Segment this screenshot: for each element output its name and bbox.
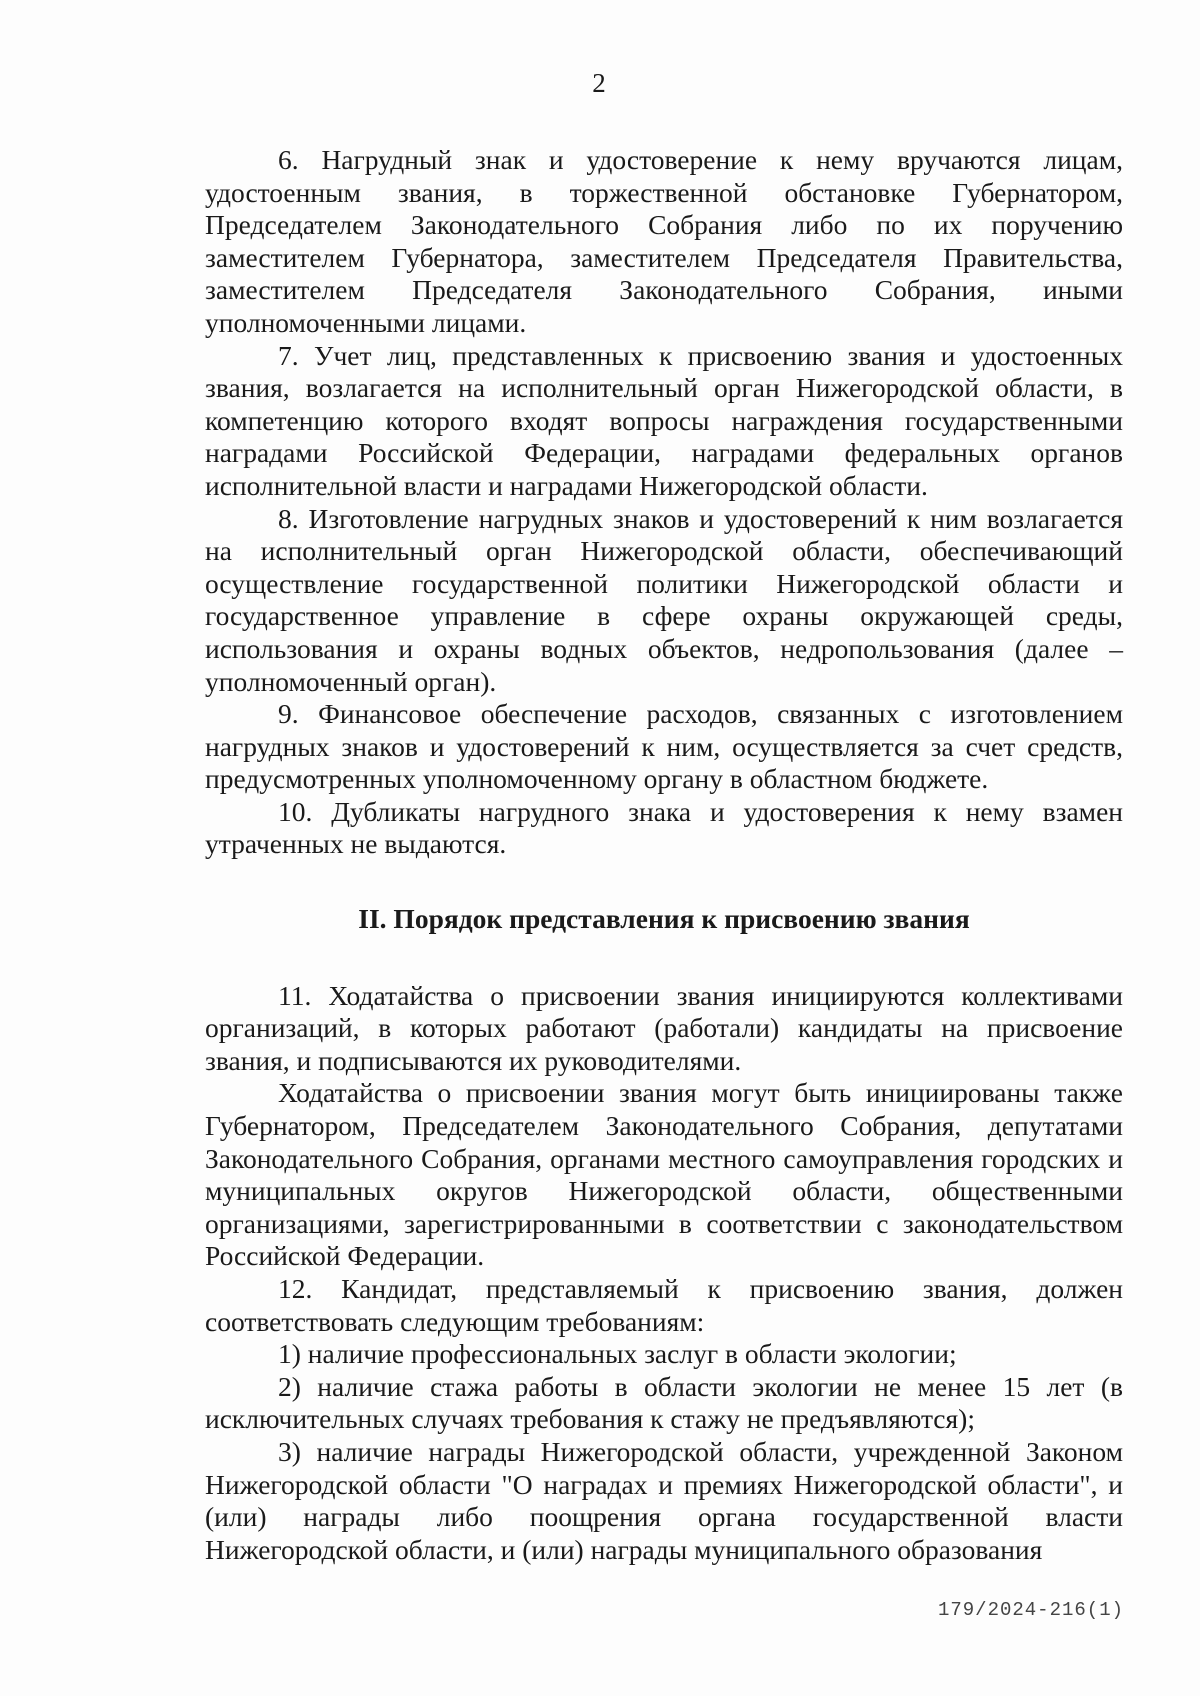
paragraph-item-8: 8. Изготовление нагрудных знаков и удостоверений к ним возлагается на исполнительный орган Нижегородской области, обеспечивающий осуществление государственной политики Нижегородской области и государственное управление в сфере охраны окружающей среды, использования и охраны водных объектов, недропользования (далее – уполномоченный орган).: [205, 502, 1123, 697]
paragraph-item-6: 6. Нагрудный знак и удостоверение к нему вручаются лицам, удостоенным звания, в торжественной обстановке Губернатором, Председателем Законодательного Собрания либо по их поручению заместителем Губернатора, заместителем Председателя Правительства, заместителем Председателя Законодательного Собрания, иными уполномоченными лицами.: [205, 144, 1123, 338]
requirement-item-3: 3) наличие награды Нижегородской области, учрежденной Законом Нижегородской области "О наградах и премиях Нижегородской области", и (или) награды либо поощрения органа государственной власти Нижегородской области, и (или) награды муниципального образования: [205, 1435, 1123, 1565]
paragraph-item-11: 11. Ходатайства о присвоении звания инициируются коллективами организаций, в которых работают (работали) кандидаты на присвоение звания, и подписываются их руководителями.: [205, 979, 1123, 1076]
registry-code: 179/2024-216(1): [937, 1599, 1124, 1621]
paragraph-item-11-continuation: Ходатайства о присвоении звания могут быть инициированы также Губернатором, Председателем Законодательного Собрания, депутатами Законодательного Собрания, органами местного самоуправления городских и муниципальных округов Нижегородской области, общественными организациями, зарегистрированными в соответствии с законодательством Российской Федерации.: [205, 1077, 1123, 1272]
requirement-item-2: 2) наличие стажа работы в области экологии не менее 15 лет (в исключительных случаях требования к стажу не предъявляются);: [205, 1370, 1123, 1435]
requirement-item-1: 1) наличие профессиональных заслуг в области экологии;: [278, 1338, 957, 1370]
paragraph-item-12: 12. Кандидат, представляемый к присвоению звания, должен соответствовать следующим требованиям:: [205, 1273, 1123, 1337]
paragraph-item-7: 7. Учет лиц, представленных к присвоению звания и удостоенных звания, возлагается на исполнительный орган Нижегородской области, в компетенцию которого входят вопросы награждения государственными наградами Российской Федерации, наградами федеральных органов исполнительной власти и наградами Нижегородской области.: [205, 339, 1123, 501]
page-number: 2: [592, 68, 606, 98]
document-body: [205, 144, 1123, 1566]
paragraph-item-10: 10. Дубликаты нагрудного знака и удостоверения к нему взамен утраченных не выдаются.: [205, 795, 1123, 860]
section-heading: II. Порядок представления к присвоению звания: [358, 903, 970, 935]
paragraph-item-9: 9. Финансовое обеспечение расходов, связанных с изготовлением нагрудных знаков и удостоверений к ним, осуществляется за счет средств, предусмотренных уполномоченному органу в областном бюджете.: [205, 698, 1123, 795]
